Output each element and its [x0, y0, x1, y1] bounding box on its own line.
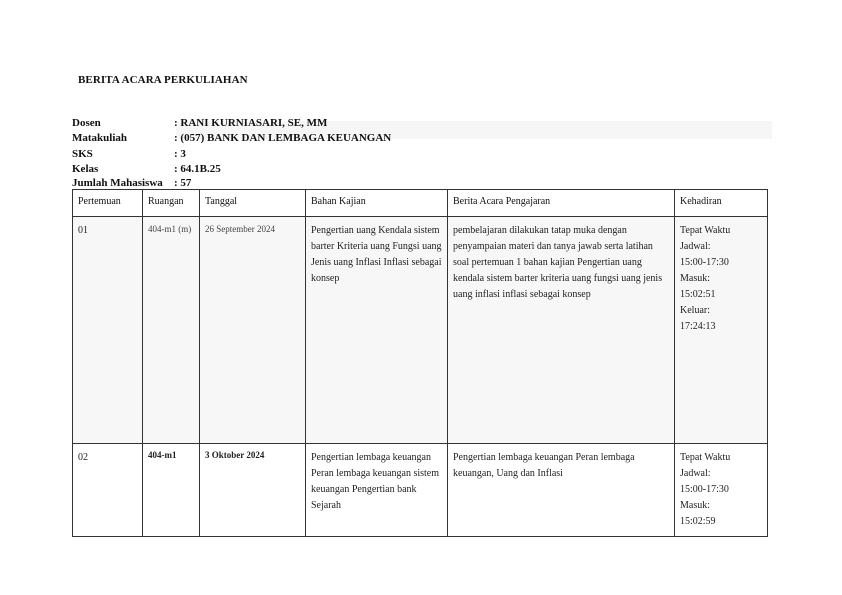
- header-berita-acara: Berita Acara Pengajaran: [448, 190, 675, 217]
- cell-bahan-kajian: Pengertian uang Kendala sistem barter Kriteria uang Fungsi uang Jenis uang Inflasi Inflasi sebagai konsep: [306, 217, 448, 444]
- cell-tanggal: 26 September 2024: [200, 217, 306, 444]
- sks-label: SKS: [72, 148, 93, 160]
- document-title: BERITA ACARA PERKULIAHAN: [78, 74, 248, 86]
- kehadiran-masuk: 15:02:51: [680, 289, 716, 300]
- kehadiran-jadwal: 15:00-17:30: [680, 257, 729, 268]
- table-row: [73, 217, 768, 444]
- cell-kehadiran: [675, 217, 768, 444]
- cell-berita-acara: Pengertian lembaga keuangan Peran lembaga keuangan, Uang dan Inflasi: [448, 444, 675, 537]
- header-ruangan: Ruangan: [143, 190, 200, 217]
- cell-berita-acara: pembelajaran dilakukan tatap muka dengan penyampaian materi dan tanya jawab serta latihan soal pertemuan 1 bahan kajian Pengertian uang kendala sistem barter kriteria uang fungsi uang jenis uang inflasi inflasi sebagai konsep: [448, 217, 675, 444]
- header-kehadiran: Kehadiran: [675, 190, 768, 217]
- cell-pertemuan: 01: [73, 217, 143, 444]
- kehadiran-keluar-label: Keluar:: [680, 305, 710, 316]
- dosen-value: : RANI KURNIASARI, SE, MM: [174, 117, 328, 129]
- kehadiran-status: Tepat Waktu: [680, 225, 731, 236]
- sks-value: : 3: [174, 148, 186, 160]
- kehadiran-masuk-label: Masuk:: [680, 500, 710, 511]
- kehadiran-status: Tepat Waktu: [680, 452, 731, 463]
- kehadiran-masuk-label: Masuk:: [680, 273, 710, 284]
- table-row: [73, 444, 768, 537]
- kelas-value: : 64.1B.25: [174, 163, 221, 175]
- header-tanggal: Tanggal: [200, 190, 306, 217]
- cell-pertemuan: 02: [73, 444, 143, 537]
- kelas-label: Kelas: [72, 163, 99, 175]
- matakuliah-value: : (057) BANK DAN LEMBAGA KEUANGAN: [174, 132, 392, 144]
- kehadiran-keluar: 17:24:13: [680, 321, 716, 332]
- jumlah-value: : 57: [174, 177, 192, 189]
- kehadiran-jadwal-label: Jadwal:: [680, 468, 711, 479]
- attendance-table: [72, 189, 768, 537]
- header-bahan-kajian: Bahan Kajian: [306, 190, 448, 217]
- cell-bahan-kajian: Pengertian lembaga keuangan Peran lembaga keuangan sistem keuangan Pengertian bank Sejarah: [306, 444, 448, 537]
- cell-tanggal: 3 Oktober 2024: [200, 444, 306, 537]
- table-header-row: [73, 190, 768, 217]
- dosen-label: Dosen: [72, 117, 101, 129]
- matakuliah-label: Matakuliah: [72, 132, 128, 144]
- kehadiran-jadwal-label: Jadwal:: [680, 241, 711, 252]
- cell-ruangan: 404-m1 (m): [143, 217, 200, 444]
- kehadiran-jadwal: 15:00-17:30: [680, 484, 729, 495]
- cell-kehadiran: [675, 444, 768, 537]
- cell-ruangan: 404-m1: [143, 444, 200, 537]
- kehadiran-masuk: 15:02:59: [680, 516, 716, 527]
- jumlah-label: Jumlah Mahasiswa: [72, 177, 163, 189]
- header-pertemuan: Pertemuan: [73, 190, 143, 217]
